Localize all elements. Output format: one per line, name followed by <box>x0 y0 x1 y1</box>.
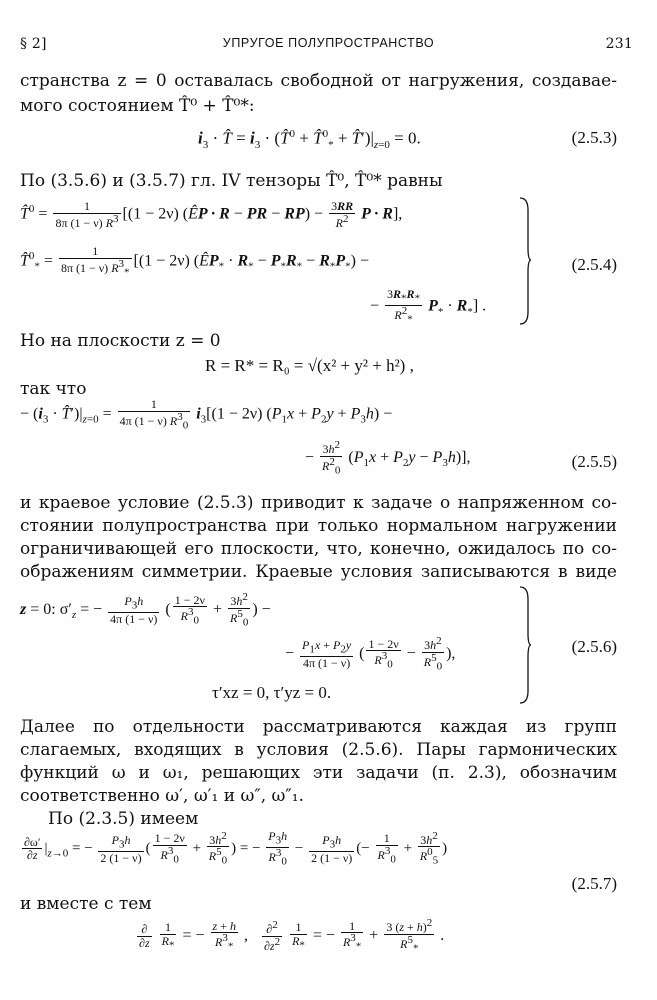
text-line: мого состоянием T̂⁰ + T̂⁰*: <box>20 96 255 116</box>
right-brace <box>518 585 532 705</box>
equation-number: (2.5.5) <box>571 452 617 471</box>
text-line: По (3.5.6) и (3.5.7) гл. IV тензоры T̂⁰, T̂⁰* равны <box>20 171 443 191</box>
equation-2-5-4-line3: − $\frac{3R_*R_*}{R^2_*}$ $P_* \cdot R_*$] . <box>370 287 487 326</box>
equation-2-5-6-line1: z = 0: $\sigma'_z$ = − $\frac{P_3h}{4\pi (1 - \nu)}$ ( $\frac{1 - 2\nu}{R^3_0}$ + $\frac{3h^2}{R^5_0}$ ) − <box>20 591 271 628</box>
text-line: Но на плоскости z = 0 <box>20 331 221 351</box>
text-line: По (2.3.5) имеем <box>48 809 199 829</box>
equation-2-5-6-line2: − $\frac{P_1x + P_2y}{4\pi (1 - \nu)}$ ( $\frac{1 - 2\nu}{R^3_0}$ − $\frac{3h^2}{R^5_0}$ ), <box>285 635 456 672</box>
section-marker: § 2] <box>20 36 47 52</box>
running-title: УПРУГОЕ ПОЛУПРОСТРАНСТВО <box>222 36 435 50</box>
equation-number: (2.5.7) <box>571 874 617 893</box>
equation-2-5-3: $i_3$ · T̂ = $i_3$ · (T̂$^0$ + T̂$^0_*$ + $T̂')|_{z=0} = 0$. <box>198 128 421 152</box>
equation-2-5-7: $\frac{\partial\omega'}{\partial z}$ $|_{z\to 0}$ = − $\frac{P_3h}{2 (1 - \nu)}$ ( $\frac{1 - 2\nu}{R^3_0}$ + $\frac{3h^2}{R^5_0}$ ) = − $\frac{P_3h}{R^3_0}$ − $\frac{P_3h}{2 (1 - \nu)}$ (− $\frac{1}{R^3_0}$ + $\frac{3h^2}{R^0_5}$ ) <box>24 829 448 868</box>
right-brace <box>518 196 532 326</box>
page-number: 231 <box>605 36 633 52</box>
equation-2-5-6-line3: τ′xz = 0, τ′yz = 0. <box>212 683 332 702</box>
equation-R: R = R* = R₀ = √(x² + y² + h²) , <box>205 356 414 375</box>
equation-number: (2.5.6) <box>571 637 617 656</box>
equation-2-5-5-line2: − $\frac{3h^2}{R^2_0}$ $(P_1x + P_2y - P_3h)$], <box>305 439 471 476</box>
text-line: стоянии полупространства при только нормальном нагружении <box>20 516 617 536</box>
equation-2-5-4-line1: T̂$^0$ = $\frac{1}{8\pi (1 - \nu) R^3}$ [(1 − 2ν) (ÊP · R − PR − RP) − $\frac{3RR}{R^2}$ P · R], <box>20 199 403 230</box>
equation-2-5-5-line1: − ($i_3$ · $T̂')|_{z=0}$ = $\frac{1}{4\pi (1 - \nu) R^3_0}$ $i_3[(1 - 2\nu) (P_1x + P_2y + P_3h)$ − <box>20 397 393 431</box>
equation-number: (2.5.3) <box>571 128 617 147</box>
equation-number: (2.5.4) <box>571 255 617 274</box>
equation-2-5-4-line2: T̂$^0_*$ = $\frac{1}{8\pi (1 - \nu) R^3_*}$ [(1 − 2ν) $(ÊP_* \cdot R_* - P_*R_* - R_*P_*)$ − <box>20 244 369 278</box>
text-line: Далее по отдельности рассматриваются каждая из групп <box>20 717 617 737</box>
text-line: и вместе с тем <box>20 894 152 914</box>
text-line: соответственно ω′, ω′₁ и ω″, ω″₁. <box>20 786 304 806</box>
text-line: странства z = 0 оставалась свободной от нагружения, создавае- <box>20 71 617 91</box>
equation-derivatives: $\frac{\partial}{\partial z}$ $\frac{1}{R_*}$ = − $\frac{z + h}{R^3_*}$ , $\frac{\partial^2}{\partial z^2}$ $\frac{1}{R_*}$ = − $\frac{1}{R^3_*}$ + $\frac{3 (z + h)^2}{R^5_*}$ . <box>139 917 445 954</box>
text-line: так что <box>20 379 87 399</box>
text-line: ограничивающей его плоскости, что, конечно, ожидалось по со- <box>20 539 617 559</box>
text-line: функций ω и ω₁, решающих эти задачи (п. 2.3), обозначим <box>20 763 617 783</box>
text-line: ображениям симметрии. Краевые условия записываются в виде <box>20 562 617 582</box>
text-line: слагаемых, входящих в условия (2.5.6). Пары гармонических <box>20 740 617 760</box>
text-line: и краевое условие (2.5.3) приводит к задаче о напряженном со- <box>20 493 617 513</box>
